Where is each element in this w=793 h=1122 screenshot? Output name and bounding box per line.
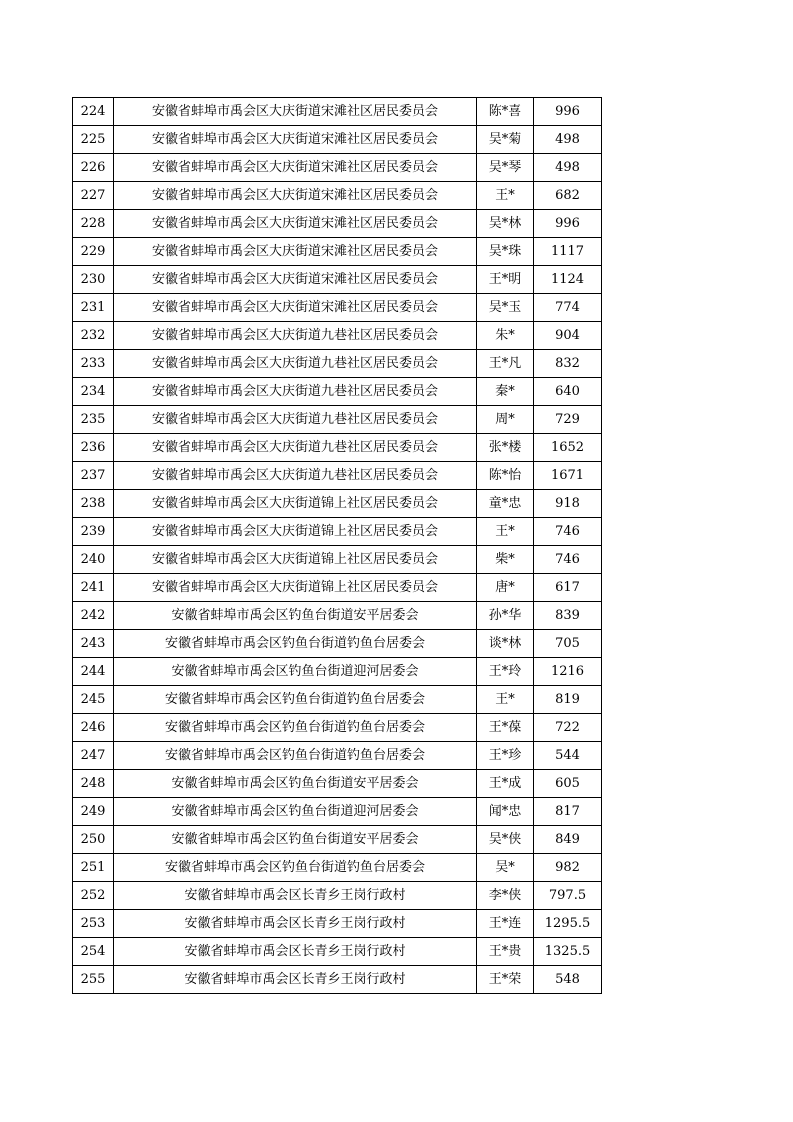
name-cell: 吴*琴 xyxy=(477,154,534,182)
organization-cell: 安徽省蚌埠市禹会区钓鱼台街道钓鱼台居委会 xyxy=(114,686,477,714)
name-cell: 王*连 xyxy=(477,910,534,938)
row-number-cell: 225 xyxy=(73,126,114,154)
amount-cell: 705 xyxy=(534,630,602,658)
name-cell: 王*珍 xyxy=(477,742,534,770)
name-cell: 吴*珠 xyxy=(477,238,534,266)
row-number-cell: 233 xyxy=(73,350,114,378)
table-row xyxy=(73,210,602,238)
name-cell: 吴*菊 xyxy=(477,126,534,154)
organization-cell: 安徽省蚌埠市禹会区钓鱼台街道安平居委会 xyxy=(114,770,477,798)
amount-cell: 746 xyxy=(534,546,602,574)
organization-cell: 安徽省蚌埠市禹会区大庆街道九巷社区居民委员会 xyxy=(114,322,477,350)
row-number-cell: 228 xyxy=(73,210,114,238)
row-number-cell: 237 xyxy=(73,462,114,490)
table-row xyxy=(73,714,602,742)
name-cell: 王*荣 xyxy=(477,966,534,994)
name-cell: 吴*玉 xyxy=(477,294,534,322)
table-row xyxy=(73,378,602,406)
amount-cell: 1124 xyxy=(534,266,602,294)
row-number-cell: 248 xyxy=(73,770,114,798)
name-cell: 王*凡 xyxy=(477,350,534,378)
amount-cell: 1652 xyxy=(534,434,602,462)
organization-cell: 安徽省蚌埠市禹会区大庆街道宋滩社区居民委员会 xyxy=(114,182,477,210)
amount-cell: 617 xyxy=(534,574,602,602)
amount-cell: 918 xyxy=(534,490,602,518)
row-number-cell: 231 xyxy=(73,294,114,322)
organization-cell: 安徽省蚌埠市禹会区大庆街道宋滩社区居民委员会 xyxy=(114,238,477,266)
row-number-cell: 224 xyxy=(73,98,114,126)
amount-cell: 817 xyxy=(534,798,602,826)
organization-cell: 安徽省蚌埠市禹会区钓鱼台街道钓鱼台居委会 xyxy=(114,630,477,658)
organization-cell: 安徽省蚌埠市禹会区大庆街道宋滩社区居民委员会 xyxy=(114,126,477,154)
amount-cell: 746 xyxy=(534,518,602,546)
name-cell: 孙*华 xyxy=(477,602,534,630)
name-cell: 王* xyxy=(477,182,534,210)
name-cell: 王* xyxy=(477,518,534,546)
table-row xyxy=(73,434,602,462)
row-number-cell: 243 xyxy=(73,630,114,658)
amount-cell: 904 xyxy=(534,322,602,350)
name-cell: 陈*怡 xyxy=(477,462,534,490)
table-row xyxy=(73,518,602,546)
row-number-cell: 253 xyxy=(73,910,114,938)
table-row xyxy=(73,322,602,350)
name-cell: 闻*忠 xyxy=(477,798,534,826)
organization-cell: 安徽省蚌埠市禹会区大庆街道锦上社区居民委员会 xyxy=(114,546,477,574)
table-row xyxy=(73,462,602,490)
table-row xyxy=(73,266,602,294)
table-row xyxy=(73,350,602,378)
organization-cell: 安徽省蚌埠市禹会区钓鱼台街道安平居委会 xyxy=(114,826,477,854)
organization-cell: 安徽省蚌埠市禹会区钓鱼台街道钓鱼台居委会 xyxy=(114,714,477,742)
row-number-cell: 254 xyxy=(73,938,114,966)
organization-cell: 安徽省蚌埠市禹会区大庆街道九巷社区居民委员会 xyxy=(114,434,477,462)
table-row xyxy=(73,294,602,322)
amount-cell: 982 xyxy=(534,854,602,882)
amount-cell: 996 xyxy=(534,210,602,238)
name-cell: 陈*喜 xyxy=(477,98,534,126)
amount-cell: 682 xyxy=(534,182,602,210)
row-number-cell: 235 xyxy=(73,406,114,434)
name-cell: 张*楼 xyxy=(477,434,534,462)
amount-cell: 544 xyxy=(534,742,602,770)
amount-cell: 498 xyxy=(534,126,602,154)
organization-cell: 安徽省蚌埠市禹会区大庆街道锦上社区居民委员会 xyxy=(114,490,477,518)
amount-cell: 797.5 xyxy=(534,882,602,910)
row-number-cell: 232 xyxy=(73,322,114,350)
organization-cell: 安徽省蚌埠市禹会区长青乡王岗行政村 xyxy=(114,966,477,994)
organization-cell: 安徽省蚌埠市禹会区大庆街道九巷社区居民委员会 xyxy=(114,378,477,406)
name-cell: 柴* xyxy=(477,546,534,574)
organization-cell: 安徽省蚌埠市禹会区钓鱼台街道钓鱼台居委会 xyxy=(114,854,477,882)
name-cell: 王*成 xyxy=(477,770,534,798)
amount-cell: 819 xyxy=(534,686,602,714)
table-row xyxy=(73,910,602,938)
amount-cell: 839 xyxy=(534,602,602,630)
row-number-cell: 230 xyxy=(73,266,114,294)
amount-cell: 996 xyxy=(534,98,602,126)
amount-cell: 548 xyxy=(534,966,602,994)
table-row xyxy=(73,798,602,826)
amount-cell: 640 xyxy=(534,378,602,406)
amount-cell: 774 xyxy=(534,294,602,322)
table-row xyxy=(73,406,602,434)
name-cell: 秦* xyxy=(477,378,534,406)
table-row xyxy=(73,882,602,910)
amount-cell: 729 xyxy=(534,406,602,434)
name-cell: 王*葆 xyxy=(477,714,534,742)
name-cell: 王*玲 xyxy=(477,658,534,686)
table-row xyxy=(73,686,602,714)
organization-cell: 安徽省蚌埠市禹会区大庆街道九巷社区居民委员会 xyxy=(114,350,477,378)
name-cell: 吴*林 xyxy=(477,210,534,238)
row-number-cell: 227 xyxy=(73,182,114,210)
name-cell: 朱* xyxy=(477,322,534,350)
organization-cell: 安徽省蚌埠市禹会区大庆街道宋滩社区居民委员会 xyxy=(114,210,477,238)
table-row xyxy=(73,938,602,966)
row-number-cell: 244 xyxy=(73,658,114,686)
organization-cell: 安徽省蚌埠市禹会区钓鱼台街道钓鱼台居委会 xyxy=(114,742,477,770)
organization-cell: 安徽省蚌埠市禹会区钓鱼台街道迎河居委会 xyxy=(114,658,477,686)
row-number-cell: 229 xyxy=(73,238,114,266)
table-row xyxy=(73,658,602,686)
table-row xyxy=(73,826,602,854)
table-row xyxy=(73,574,602,602)
name-cell: 童*忠 xyxy=(477,490,534,518)
name-cell: 王* xyxy=(477,686,534,714)
name-cell: 王*明 xyxy=(477,266,534,294)
row-number-cell: 249 xyxy=(73,798,114,826)
name-cell: 周* xyxy=(477,406,534,434)
amount-cell: 605 xyxy=(534,770,602,798)
organization-cell: 安徽省蚌埠市禹会区大庆街道锦上社区居民委员会 xyxy=(114,518,477,546)
amount-cell: 722 xyxy=(534,714,602,742)
organization-cell: 安徽省蚌埠市禹会区长青乡王岗行政村 xyxy=(114,938,477,966)
amount-cell: 1325.5 xyxy=(534,938,602,966)
row-number-cell: 247 xyxy=(73,742,114,770)
table-row xyxy=(73,770,602,798)
organization-cell: 安徽省蚌埠市禹会区大庆街道宋滩社区居民委员会 xyxy=(114,98,477,126)
organization-cell: 安徽省蚌埠市禹会区大庆街道九巷社区居民委员会 xyxy=(114,406,477,434)
amount-cell: 832 xyxy=(534,350,602,378)
name-cell: 李*侠 xyxy=(477,882,534,910)
amount-cell: 498 xyxy=(534,154,602,182)
row-number-cell: 245 xyxy=(73,686,114,714)
organization-cell: 安徽省蚌埠市禹会区钓鱼台街道安平居委会 xyxy=(114,602,477,630)
name-cell: 谈*林 xyxy=(477,630,534,658)
table-row xyxy=(73,630,602,658)
organization-cell: 安徽省蚌埠市禹会区大庆街道宋滩社区居民委员会 xyxy=(114,266,477,294)
table-body xyxy=(73,98,602,994)
row-number-cell: 250 xyxy=(73,826,114,854)
table-row xyxy=(73,126,602,154)
row-number-cell: 251 xyxy=(73,854,114,882)
organization-cell: 安徽省蚌埠市禹会区大庆街道宋滩社区居民委员会 xyxy=(114,154,477,182)
name-cell: 王*贵 xyxy=(477,938,534,966)
row-number-cell: 242 xyxy=(73,602,114,630)
row-number-cell: 236 xyxy=(73,434,114,462)
name-cell: 吴* xyxy=(477,854,534,882)
amount-cell: 1216 xyxy=(534,658,602,686)
organization-cell: 安徽省蚌埠市禹会区钓鱼台街道迎河居委会 xyxy=(114,798,477,826)
row-number-cell: 241 xyxy=(73,574,114,602)
table-row xyxy=(73,98,602,126)
table-row xyxy=(73,182,602,210)
data-table xyxy=(72,97,602,994)
name-cell: 唐* xyxy=(477,574,534,602)
row-number-cell: 226 xyxy=(73,154,114,182)
row-number-cell: 240 xyxy=(73,546,114,574)
amount-cell: 849 xyxy=(534,826,602,854)
organization-cell: 安徽省蚌埠市禹会区长青乡王岗行政村 xyxy=(114,882,477,910)
table-row xyxy=(73,602,602,630)
table-row xyxy=(73,490,602,518)
name-cell: 吴*侠 xyxy=(477,826,534,854)
amount-cell: 1295.5 xyxy=(534,910,602,938)
row-number-cell: 252 xyxy=(73,882,114,910)
row-number-cell: 239 xyxy=(73,518,114,546)
organization-cell: 安徽省蚌埠市禹会区大庆街道锦上社区居民委员会 xyxy=(114,574,477,602)
organization-cell: 安徽省蚌埠市禹会区大庆街道九巷社区居民委员会 xyxy=(114,462,477,490)
row-number-cell: 238 xyxy=(73,490,114,518)
table-row xyxy=(73,238,602,266)
organization-cell: 安徽省蚌埠市禹会区大庆街道宋滩社区居民委员会 xyxy=(114,294,477,322)
table-row xyxy=(73,154,602,182)
row-number-cell: 246 xyxy=(73,714,114,742)
row-number-cell: 234 xyxy=(73,378,114,406)
amount-cell: 1671 xyxy=(534,462,602,490)
table-row xyxy=(73,742,602,770)
row-number-cell: 255 xyxy=(73,966,114,994)
amount-cell: 1117 xyxy=(534,238,602,266)
table-row xyxy=(73,854,602,882)
organization-cell: 安徽省蚌埠市禹会区长青乡王岗行政村 xyxy=(114,910,477,938)
table-row xyxy=(73,966,602,994)
table-row xyxy=(73,546,602,574)
